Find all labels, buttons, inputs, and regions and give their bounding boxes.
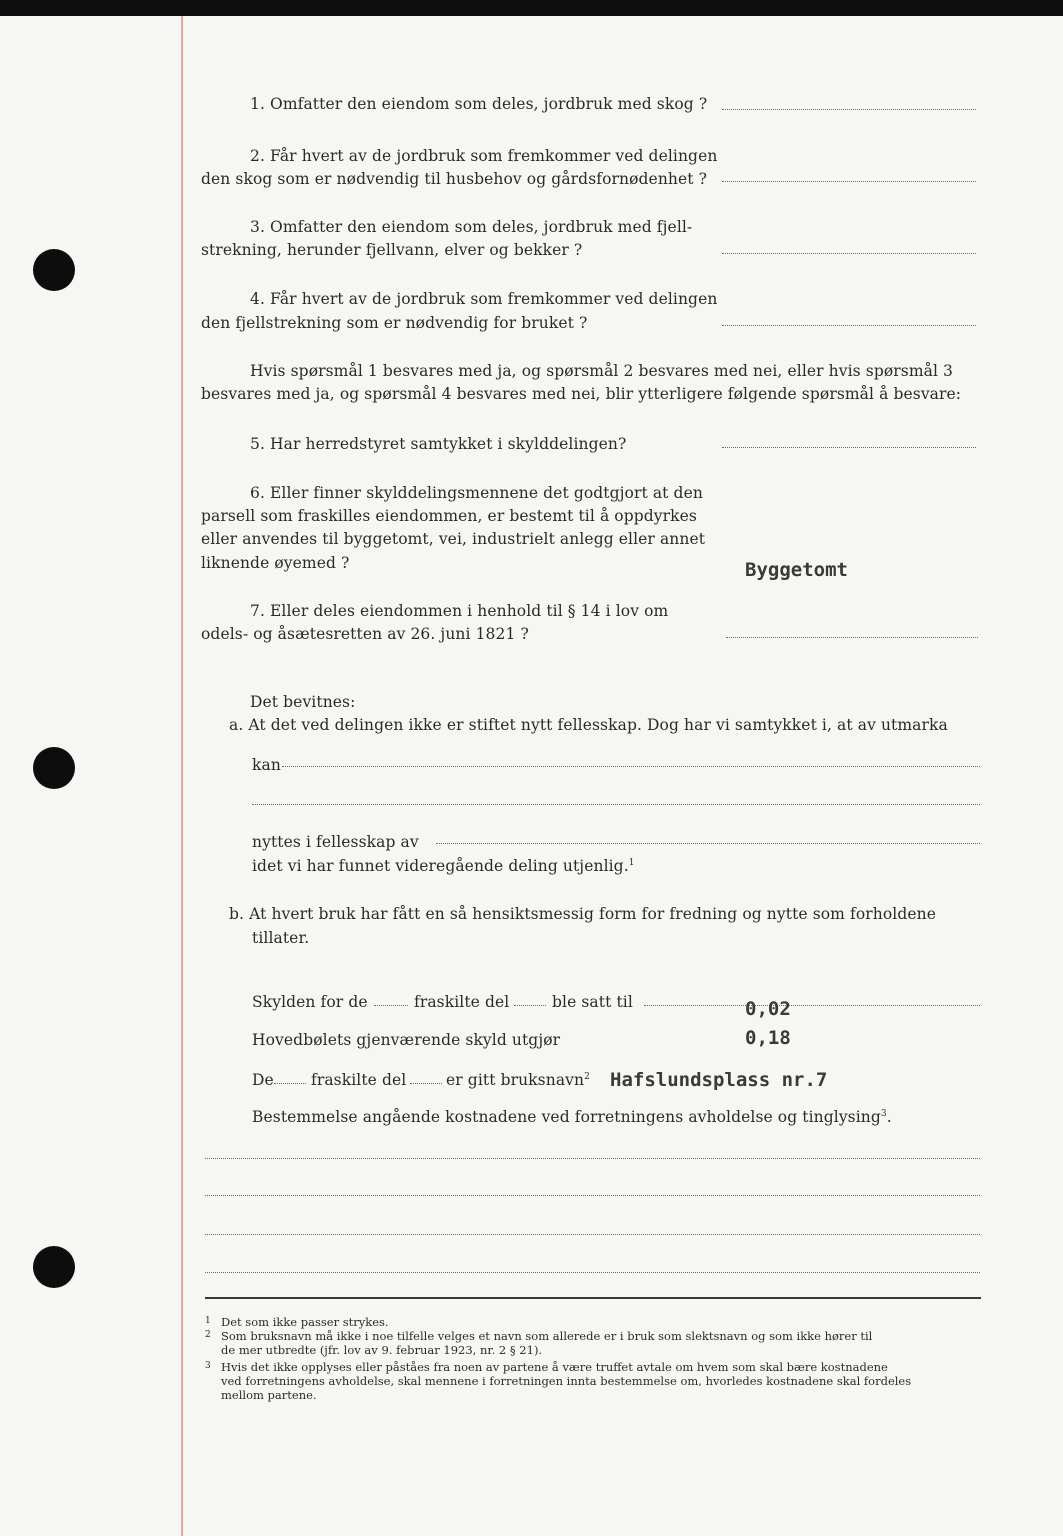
- attest-heading: Det bevitnes:: [250, 693, 356, 711]
- attest-a-line-1: a. At det ved delingen ikke er stiftet nytt fellesskap. Dog har vi samtykket i, at av utmarka: [229, 716, 948, 734]
- footnote-2-line-2: de mer utbredte (jfr. lov av 9. februar 1923, nr. 2 § 21).: [221, 1343, 543, 1357]
- skyld-row-1-blank-2: [514, 1005, 546, 1006]
- question-4-answer-line: [722, 325, 976, 326]
- footnote-3-line-2: ved forretningens avholdelse, skal mennene i forretningen innta bestemmelse om, hvorledes kostnadene skal fordeles: [221, 1374, 912, 1388]
- skyld-row-1-blank-1: [374, 1005, 408, 1006]
- footnote-ref-1: 1: [628, 857, 635, 868]
- skyld-row-1-c: ble satt til: [552, 993, 633, 1011]
- skyld-row-4-text: Bestemmelse angående kostnadene ved forretningens avholdelse og tinglysing: [252, 1108, 881, 1126]
- attest-b-line-1: b. At hvert bruk har fått en så hensiktsmessig form for fredning og nytte som forholdene: [229, 905, 937, 923]
- question-7-line-2: odels- og åsætesretten av 26. juni 1821 ?: [201, 625, 529, 643]
- scan-top-border: [0, 0, 1063, 16]
- cost-line-1: [205, 1158, 980, 1159]
- cost-line-4: [205, 1272, 980, 1273]
- question-2-line-1: 2. Får hvert av de jordbruk som fremkommer ved delingen: [250, 147, 718, 165]
- attest-a-line-kan: [282, 766, 980, 767]
- attest-b-line-2: tillater.: [252, 929, 310, 947]
- question-4-line-1: 4. Får hvert av de jordbruk som fremkommer ved delingen: [250, 290, 718, 308]
- skyld-row-3-c-text: er gitt bruksnavn: [446, 1071, 585, 1089]
- question-5-answer-line: [722, 447, 976, 448]
- question-7-line-1: 7. Eller deles eiendommen i henhold til § 14 i lov om: [250, 602, 669, 620]
- skyld-row-3-blank-2: [410, 1083, 442, 1084]
- skyld-row-3-blank-1: [274, 1083, 306, 1084]
- attest-a-line-nyttes: [436, 843, 980, 844]
- skyld-row-2-value: 0,18: [745, 1027, 791, 1049]
- footnote-ref-2: 2: [584, 1071, 590, 1082]
- skyld-row-4-end: .: [886, 1108, 892, 1126]
- cost-line-3: [205, 1234, 980, 1235]
- attest-a-idet-text: idet vi har funnet videregående deling utjenlig.: [252, 857, 629, 875]
- margin-line: [181, 16, 183, 1536]
- conditional-line-2: besvares med ja, og spørsmål 4 besvares med nei, blir ytterligere følgende spørsmål å besvare:: [201, 385, 962, 403]
- punch-hole-top: [33, 249, 75, 291]
- question-6-line-1: 6. Eller finner skylddelingsmennene det godtgjort at den: [250, 484, 703, 502]
- attest-a-nyttes: nyttes i fellesskap av: [252, 833, 419, 851]
- skyld-row-1-b: fraskilte del: [414, 993, 510, 1011]
- skyld-row-3-c: [446, 1068, 590, 1092]
- question-7-answer-line: [726, 637, 978, 638]
- skyld-row-1-a: Skylden for de: [252, 993, 368, 1011]
- skyld-row-4: [252, 1105, 892, 1129]
- footnote-1-text: Det som ikke passer strykes.: [221, 1315, 389, 1329]
- skyld-row-1-value: 0,02: [745, 998, 791, 1020]
- punch-hole-middle: [33, 747, 75, 789]
- attest-a-kan: kan: [252, 756, 281, 774]
- footnote-2-number: 2: [205, 1330, 211, 1340]
- footnote-2-line-1: Som bruksnavn må ikke i noe tilfelle velges et navn som allerede er i bruk som slektsnavn og som ikke hører til: [221, 1329, 873, 1343]
- question-3-line-2: strekning, herunder fjellvann, elver og bekker ?: [201, 241, 583, 259]
- question-1-answer-line: [722, 109, 976, 110]
- question-3-answer-line: [722, 253, 976, 254]
- question-3-line-1: 3. Omfatter den eiendom som deles, jordbruk med fjell-: [250, 218, 693, 236]
- footnote-rule: [205, 1297, 981, 1299]
- skyld-row-3-value: Hafslundsplass nr.7: [610, 1069, 828, 1091]
- question-6-line-4: liknende øyemed ?: [201, 554, 350, 572]
- question-1-text: 1. Omfatter den eiendom som deles, jordbruk med skog ?: [250, 95, 708, 113]
- question-6-answer: Byggetomt: [745, 559, 848, 581]
- question-6-line-2: parsell som fraskilles eiendommen, er bestemt til å oppdyrkes: [201, 507, 697, 525]
- skyld-row-1-answer-line: [644, 1005, 980, 1006]
- footnote-3-line-3: mellom partene.: [221, 1388, 317, 1402]
- footnote-1-number: 1: [205, 1316, 211, 1326]
- punch-hole-bottom: [33, 1246, 75, 1288]
- skyld-row-3-a: De: [252, 1071, 274, 1089]
- question-2-answer-line: [722, 181, 976, 182]
- skyld-row-2-label: Hovedbølets gjenværende skyld utgjør: [252, 1031, 561, 1049]
- conditional-line-1: Hvis spørsmål 1 besvares med ja, og spørsmål 2 besvares med nei, eller hvis spørsmål 3: [250, 362, 954, 380]
- footnote-ref-3: 3: [880, 1108, 887, 1119]
- footnote-3-line-1: Hvis det ikke opplyses eller påståes fra noen av partene å være truffet avtale om hvem som skal bære kostnadene: [221, 1360, 888, 1374]
- question-5-text: 5. Har herredstyret samtykket i skylddelingen?: [250, 435, 627, 453]
- footnote-3-number: 3: [205, 1361, 211, 1371]
- question-6-line-3: eller anvendes til byggetomt, vei, industrielt anlegg eller annet: [201, 530, 706, 548]
- cost-line-2: [205, 1195, 980, 1196]
- attest-a-blank-line: [252, 804, 980, 805]
- skyld-row-3-b: fraskilte del: [311, 1071, 407, 1089]
- question-4-line-2: den fjellstrekning som er nødvendig for bruket ?: [201, 314, 588, 332]
- attest-a-idet: [252, 854, 635, 878]
- question-2-line-2: den skog som er nødvendig til husbehov og gårdsfornødenhet ?: [201, 170, 708, 188]
